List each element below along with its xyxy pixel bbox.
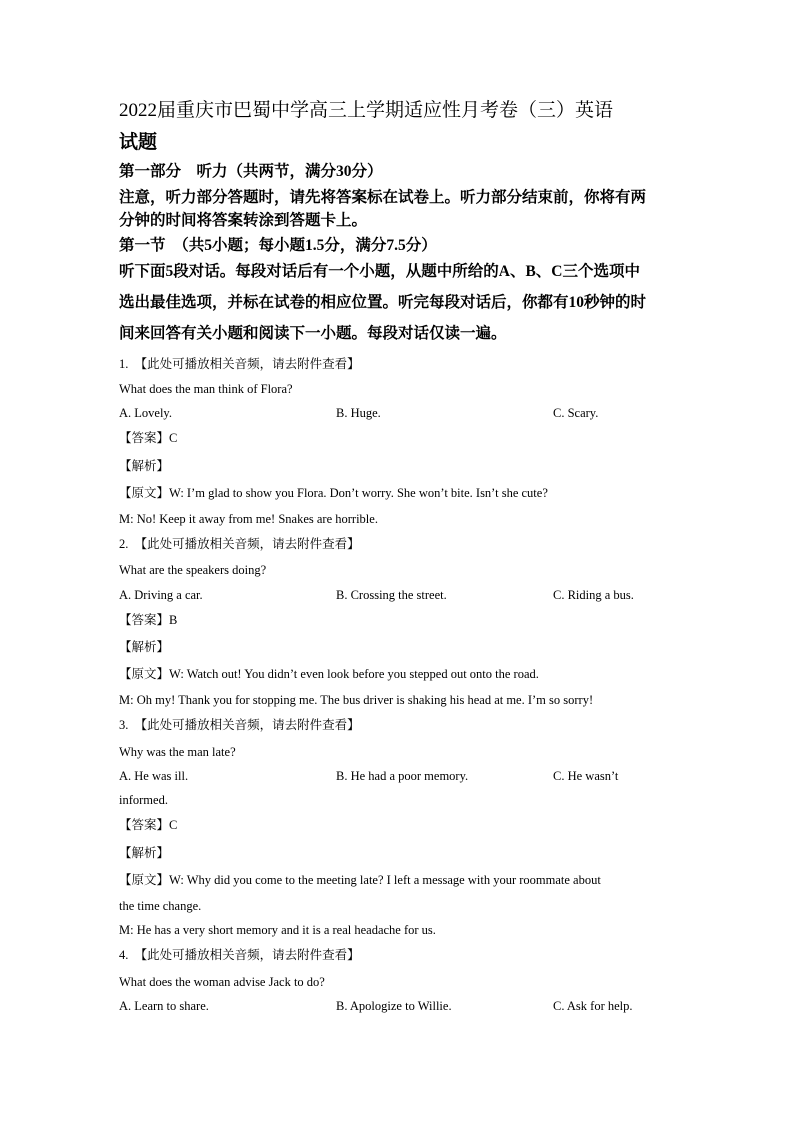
instruction-line2: 选出最佳选项，并标在试卷的相应位置。听完每段对话后，你都有10秒钟的时 bbox=[119, 294, 647, 311]
section-heading: 第一节 （共5小题；每小题1.5分，满分7.5分） bbox=[119, 237, 437, 254]
question-4-text: What does the woman advise Jack to do? bbox=[119, 975, 325, 989]
note-line2: 分钟的时间将答案转涂到答题卡上。 bbox=[119, 212, 368, 229]
question-3-option-b: B. He had a poor memory. bbox=[336, 769, 469, 783]
question-4-option-b: B. Apologize to Willie. bbox=[336, 999, 452, 1013]
question-2-option-c: C. Riding a bus. bbox=[553, 588, 634, 602]
question-2-original-2: M: Oh my! Thank you for stopping me. The bus driver is shaking his head at me. I’m so sorry! bbox=[119, 693, 594, 707]
question-1-original-2: M: No! Keep it away from me! Snakes are horrible. bbox=[119, 512, 378, 526]
question-1-analysis: 【解析】 bbox=[119, 459, 170, 473]
question-3-original-2: M: He has a very short memory and it is a real headache for us. bbox=[119, 923, 436, 937]
question-3-original-1-cont: the time change. bbox=[119, 899, 202, 913]
question-1-original-1: 【原文】W: I’m glad to show you Flora. Don’t worry. She won’t bite. Isn’t she cute? bbox=[119, 486, 548, 500]
question-1-number: 1. 【此处可播放相关音频，请去附件查看】 bbox=[119, 357, 360, 371]
question-3-option-a: A. He was ill. bbox=[119, 769, 189, 783]
question-2-analysis: 【解析】 bbox=[119, 640, 170, 654]
question-3-analysis: 【解析】 bbox=[119, 846, 170, 860]
instruction-line1: 听下面5段对话。每段对话后有一个小题，从题中所给的A、B、C三个选项中 bbox=[119, 263, 640, 280]
question-3-option-c: C. He wasn’t bbox=[553, 769, 619, 783]
question-2-number: 2. 【此处可播放相关音频，请去附件查看】 bbox=[119, 537, 360, 551]
question-4-number: 4. 【此处可播放相关音频，请去附件查看】 bbox=[119, 948, 360, 962]
question-4-option-a: A. Learn to share. bbox=[119, 999, 209, 1013]
question-3-text: Why was the man late? bbox=[119, 745, 236, 759]
question-1-answer: 【答案】C bbox=[119, 431, 178, 445]
question-3-option-c-cont: informed. bbox=[119, 793, 168, 807]
part-heading: 第一部分 听力（共两节，满分30分） bbox=[119, 163, 383, 180]
question-1-text: What does the man think of Flora? bbox=[119, 382, 293, 396]
document-title-line1: 2022届重庆市巴蜀中学高三上学期适应性月考卷（三）英语 bbox=[119, 100, 614, 121]
question-2-text: What are the speakers doing? bbox=[119, 563, 267, 577]
question-1-option-c: C. Scary. bbox=[553, 406, 599, 420]
note-line1: 注意，听力部分答题时，请先将答案标在试卷上。听力部分结束前，你将有两 bbox=[119, 189, 647, 206]
question-3-answer: 【答案】C bbox=[119, 818, 178, 832]
document-title-line2: 试题 bbox=[119, 132, 158, 153]
question-2-original-1: 【原文】W: Watch out! You didn’t even look before you stepped out onto the road. bbox=[119, 667, 539, 681]
question-4-option-c: C. Ask for help. bbox=[553, 999, 633, 1013]
question-2-option-b: B. Crossing the street. bbox=[336, 588, 447, 602]
question-3-number: 3. 【此处可播放相关音频，请去附件查看】 bbox=[119, 718, 360, 732]
question-1-option-a: A. Lovely. bbox=[119, 406, 172, 420]
question-2-option-a: A. Driving a car. bbox=[119, 588, 203, 602]
instruction-line3: 间来回答有关小题和阅读下一小题。每段对话仅读一遍。 bbox=[119, 325, 507, 342]
question-2-answer: 【答案】B bbox=[119, 613, 178, 627]
question-1-option-b: B. Huge. bbox=[336, 406, 381, 420]
question-3-original-1: 【原文】W: Why did you come to the meeting late? I left a message with your roommate about bbox=[119, 873, 601, 887]
